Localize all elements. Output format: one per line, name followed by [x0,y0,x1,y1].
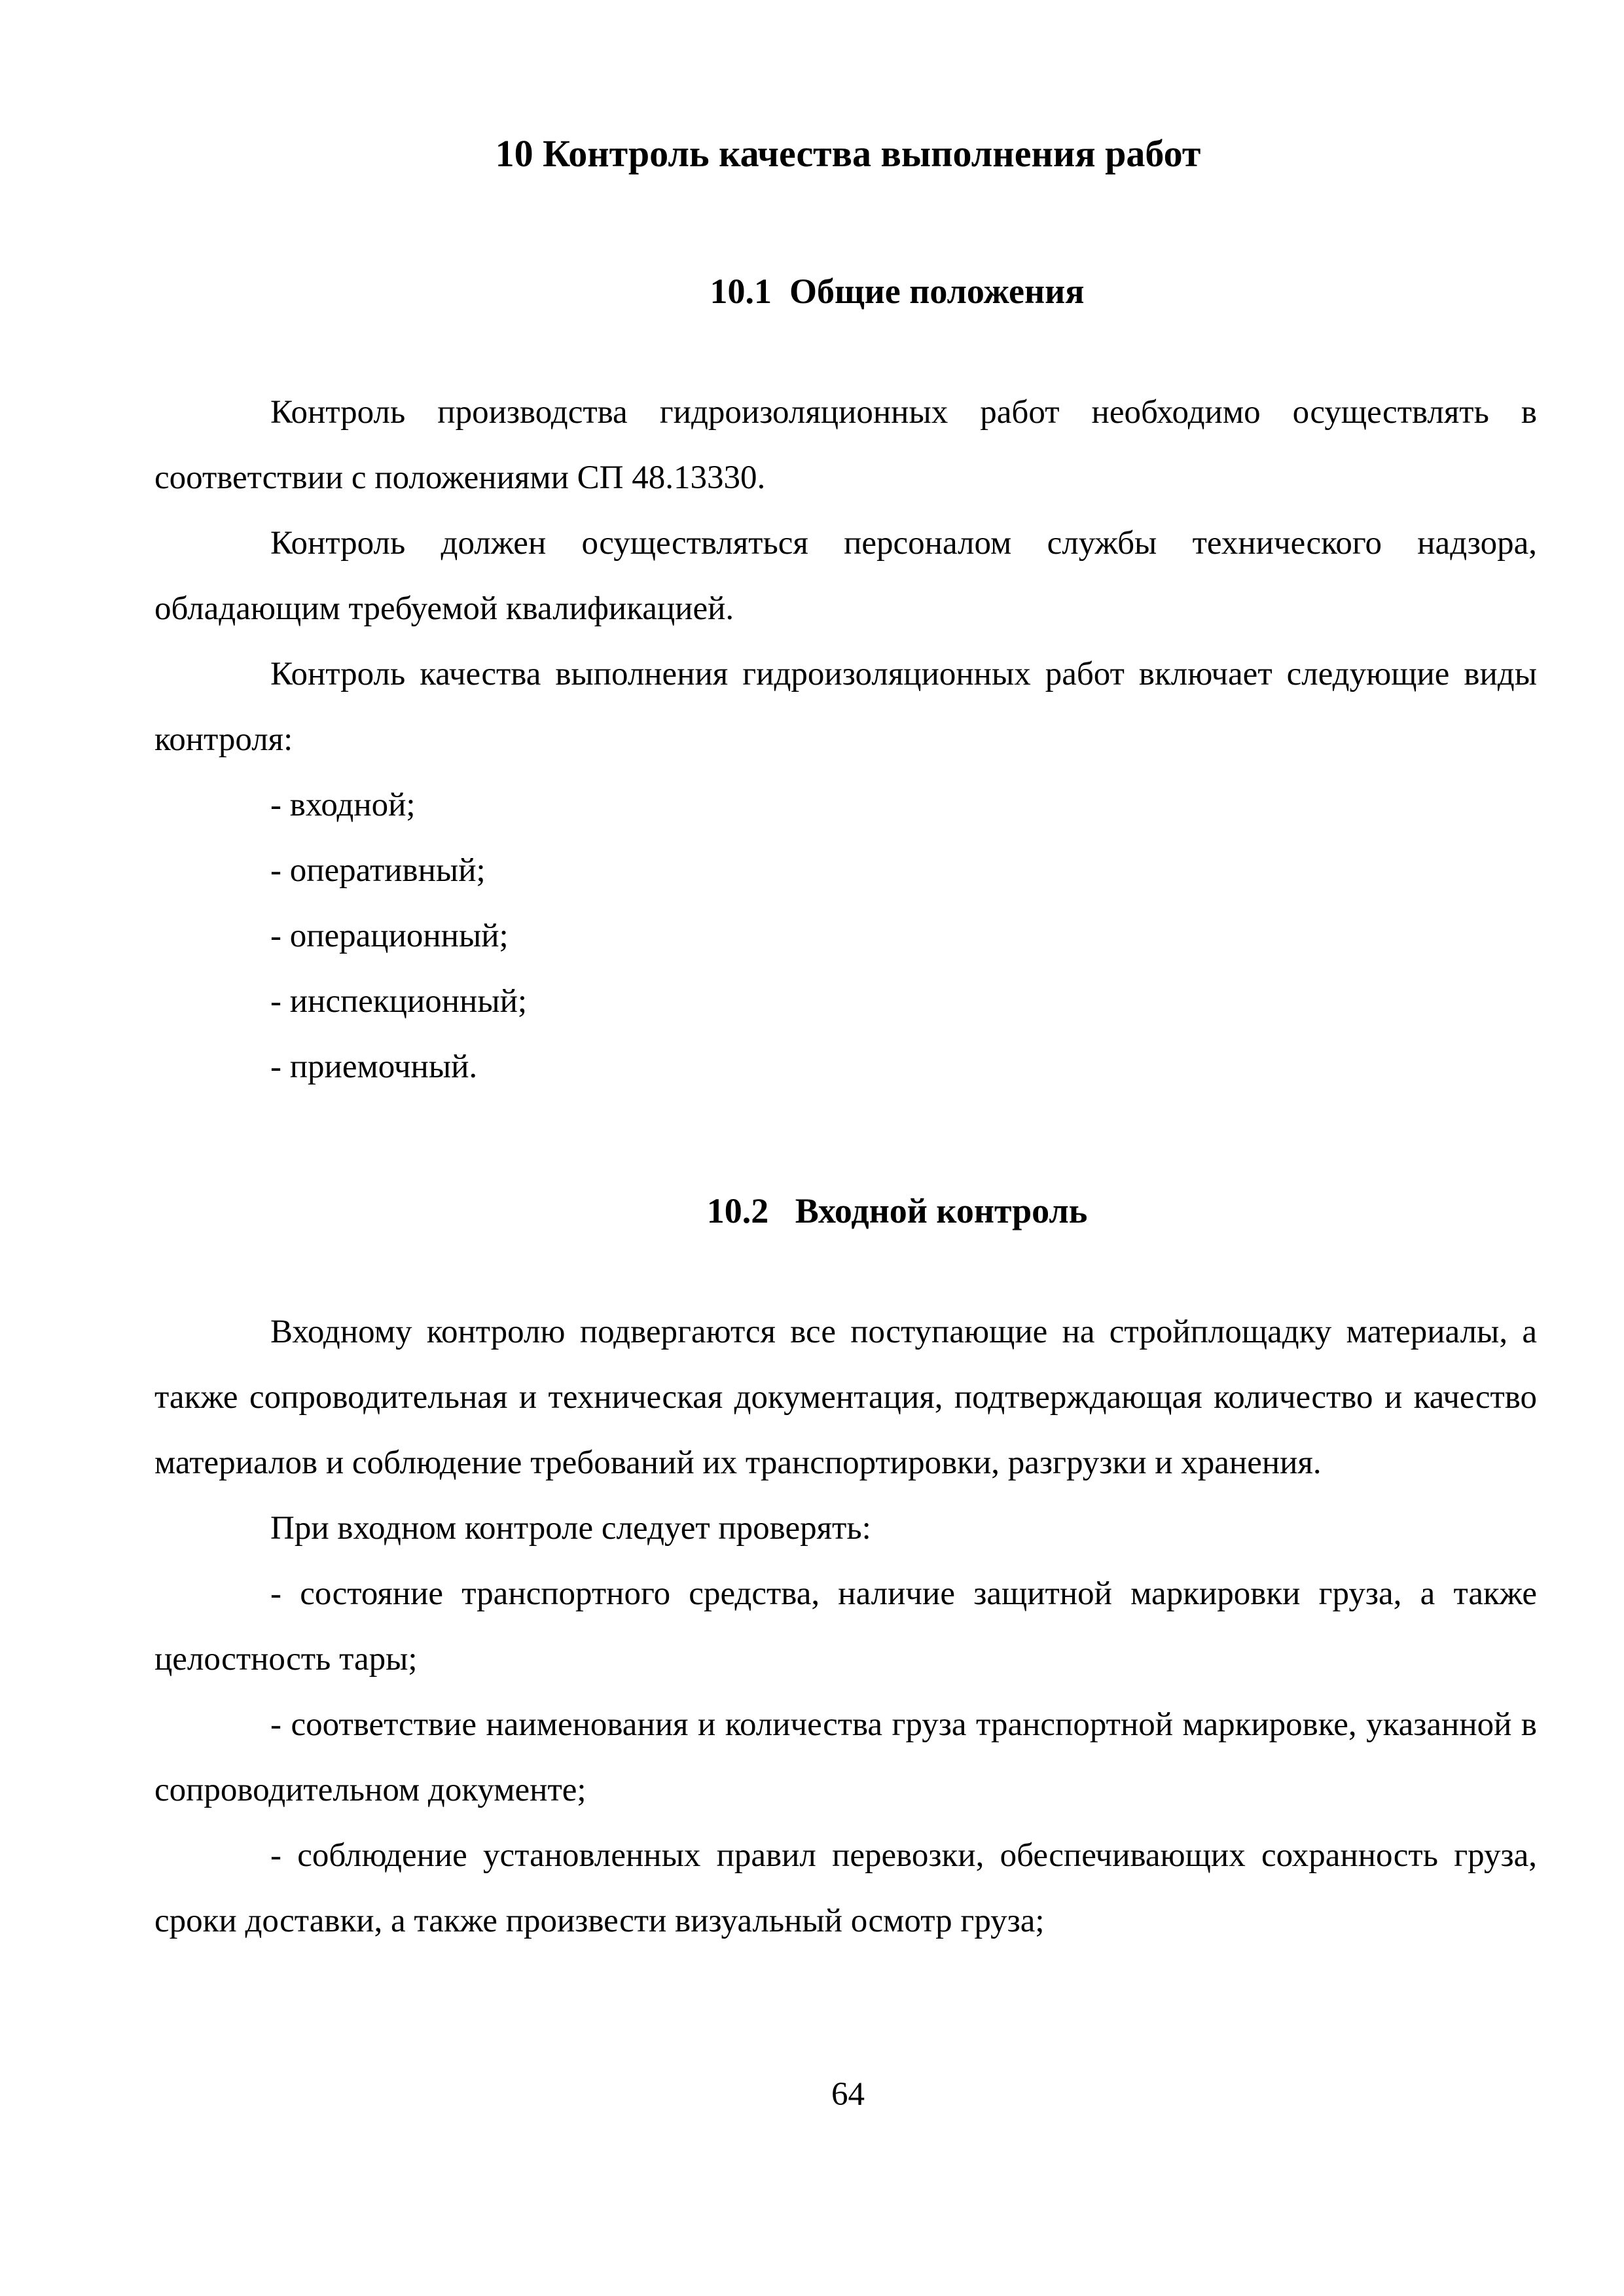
section-incoming-body [154,1299,1537,1954]
list-item: - входной; [270,787,416,823]
paragraph: Контроль производства гидроизоляционных работ необходимо осуществлять в соответствии с положениями СП 48.13330. [154,394,1537,496]
list-item: - оперативный; [270,852,486,889]
paragraph: - соблюдение установленных правил перевозки, обеспечивающих сохранность груза, сроки доставки, а также произвести визуальный осмотр груза; [154,1837,1537,1939]
page-number: 64 [831,2076,865,2113]
paragraph: Входному контролю подвергаются все поступающие на стройплощадку материалы, а также сопроводительная и техническая документация, подтверждающая количество и качество материалов и соблюдение требований их транспортировки, разгрузки и хранения. [154,1314,1537,1481]
paragraph: При входном контроле следует проверять: [270,1510,871,1547]
paragraph: - соответствие наименования и количества груза транспортной маркировке, указанной в сопроводительном документе; [154,1706,1537,1808]
paragraph: Контроль качества выполнения гидроизоляционных работ включает следующие виды контроля: [154,656,1537,758]
paragraph: - состояние транспортного средства, наличие защитной маркировки груза, а также целостность тары; [154,1575,1537,1677]
chapter-title: 10 Контроль качества выполнения работ [495,132,1201,175]
list-item: - инспекционный; [270,983,528,1020]
list-item: - операционный; [270,918,509,954]
section-title-incoming: 10.2 Входной контроль [706,1191,1088,1230]
section-title-general: 10.1 Общие положения [710,272,1085,311]
section-general-body [154,380,1537,1100]
paragraph: Контроль должен осуществляться персоналом службы технического надзора, обладающим требуемой квалификацией. [154,525,1537,627]
list-item: - приемочный. [270,1049,478,1085]
